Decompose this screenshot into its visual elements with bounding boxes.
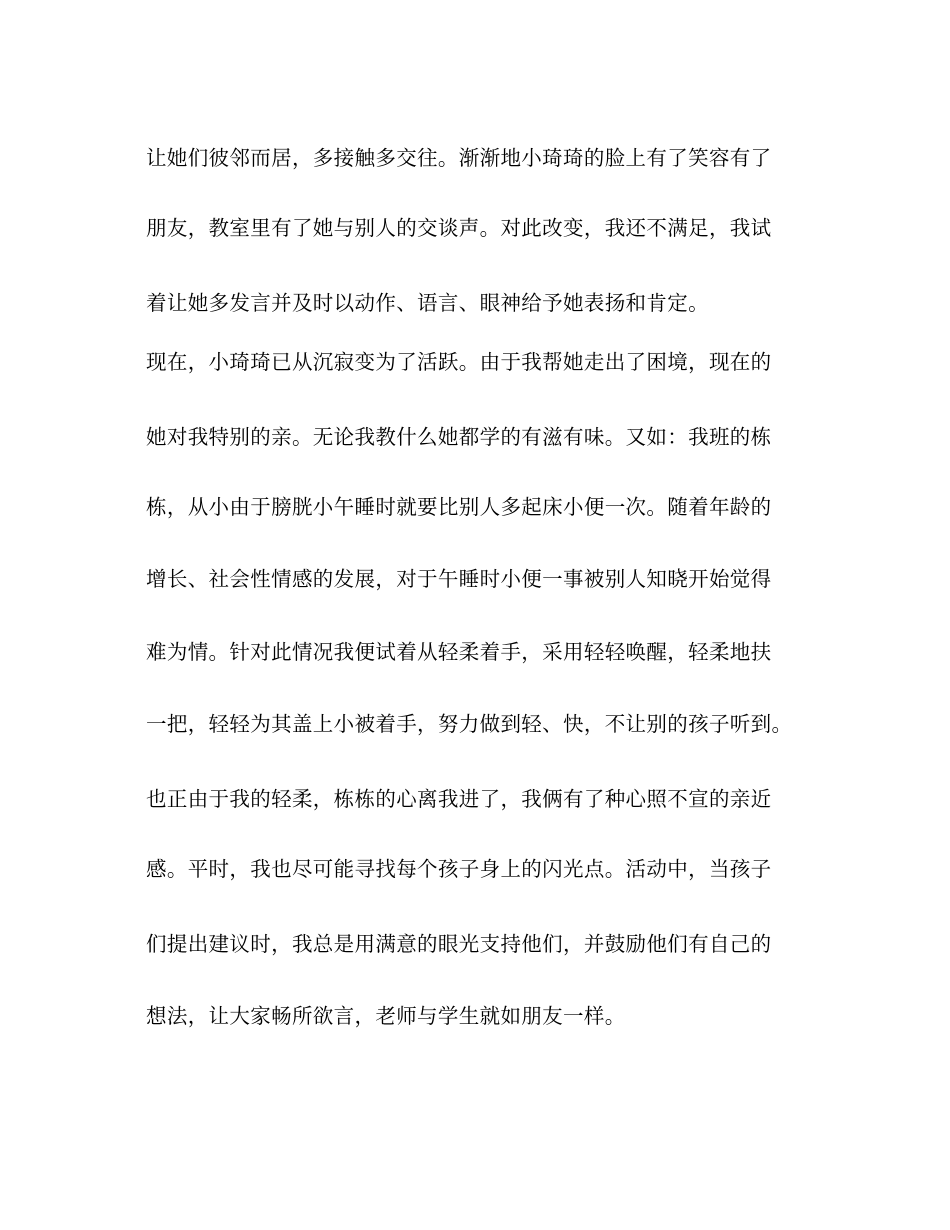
text-line: 感。平时，我也尽可能寻找每个孩子身上的闪光点。活动中，当孩子 [146, 857, 772, 881]
text-line: 着让她多发言并及时以动作、语言、眼神给予她表扬和肯定。 [146, 291, 709, 315]
text-line: 们提出建议时，我总是用满意的眼光支持他们，并鼓励他们有自己的 [146, 932, 772, 956]
text-line: 也正由于我的轻柔，栋栋的心离我进了，我俩有了种心照不宣的亲近 [146, 787, 772, 811]
text-line: 想法，让大家畅所欲言，老师与学生就如朋友一样。 [146, 1004, 626, 1028]
text-line: 朋友，教室里有了她与别人的交谈声。对此改变，我还不满足，我试 [146, 216, 772, 240]
text-line: 增长、社会性情感的发展，对于午睡时小便一事被别人知晓开始觉得 [146, 567, 772, 591]
text-line: 栋，从小由于膀胱小午睡时就要比别人多起床小便一次。随着年龄的 [146, 495, 772, 519]
text-line: 难为情。针对此情况我便试着从轻柔着手，采用轻轻唤醒，轻柔地扶 [146, 640, 772, 664]
text-line: 让她们彼邻而居，多接触多交往。渐渐地小琦琦的脸上有了笑容有了 [146, 146, 772, 170]
text-line: 她对我特别的亲。无论我教什么她都学的有滋有味。又如：我班的栋 [146, 425, 772, 449]
text-line: 现在，小琦琦已从沉寂变为了活跃。由于我帮她走出了困境，现在的 [146, 350, 772, 374]
text-line: 一把，轻轻为其盖上小被着手，努力做到轻、快，不让别的孩子听到。 [146, 712, 793, 736]
